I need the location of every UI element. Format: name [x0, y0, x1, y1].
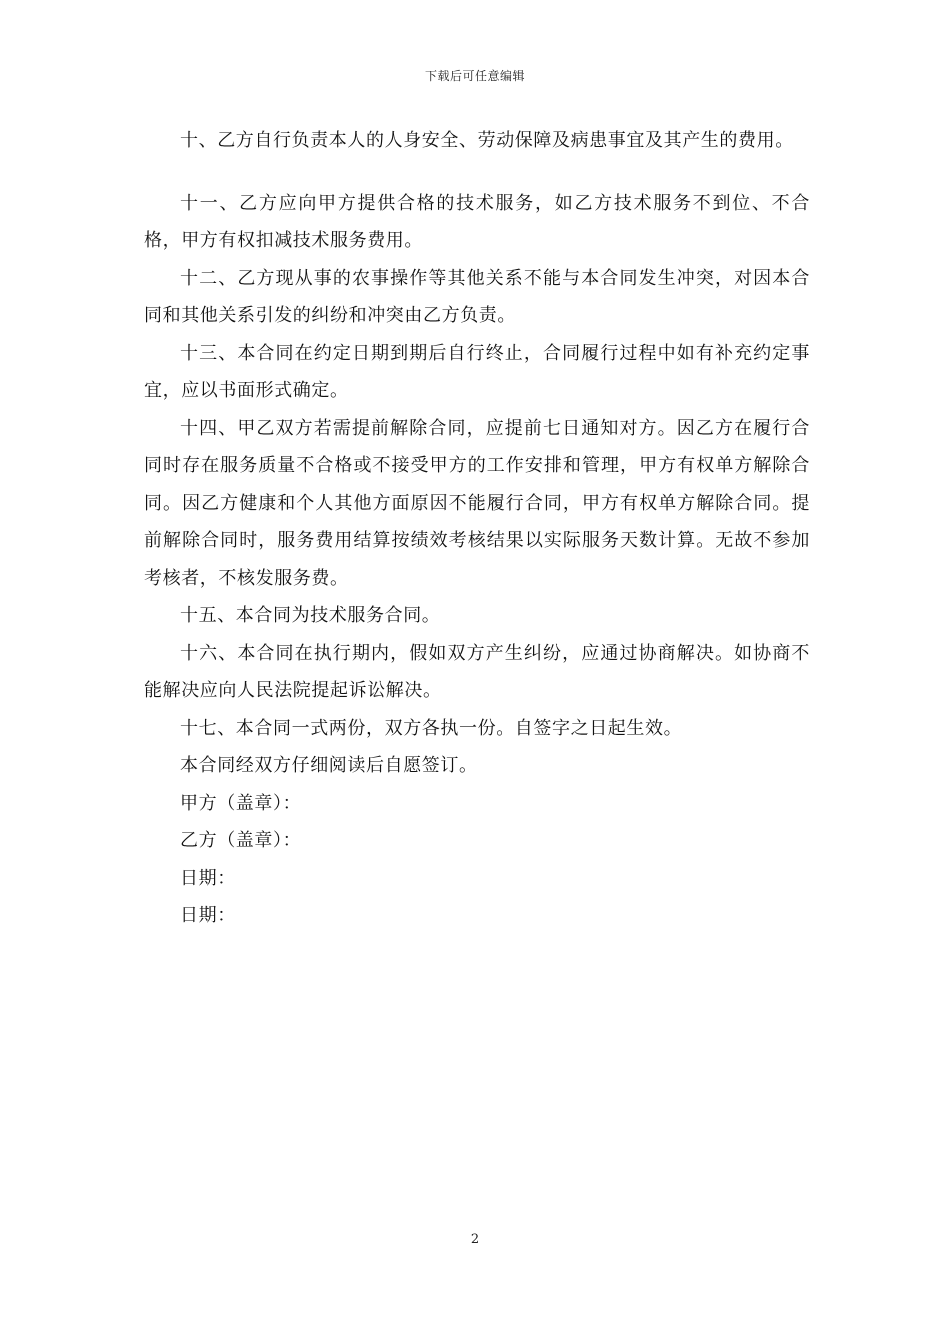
contract-body — [144, 122, 810, 935]
page-number: 2 — [470, 1232, 480, 1247]
clause-11: 十一、乙方应向甲方提供合格的技术服务，如乙方技术服务不到位、不合格，甲方有权扣减技术服务费用。 — [144, 192, 810, 251]
date-line-2: 日期： — [180, 905, 236, 926]
party-a-seal-line: 甲方（盖章）： — [180, 792, 302, 814]
clause-14: 十四、甲乙双方若需提前解除合同，应提前七日通知对方。因乙方在履行合同时存在服务质量不合格或不接受甲方的工作安排和管理，甲方有权单方解除合同。因乙方健康和个人其他方面原因不能履行合同，甲方有权单方解除合同。提前解除合同时，服务费用结算按绩效考核结果以实际服务天数计算。无故不参加考核者，不核发服务费。 — [144, 417, 810, 589]
clause-16: 十六、本合同在执行期内，假如双方产生纠纷，应通过协商解决。如协商不能解决应向人民法院提起诉讼解决。 — [144, 642, 810, 701]
clause-15: 十五、本合同为技术服务合同。 — [180, 605, 441, 626]
party-b-seal-line: 乙方（盖章）： — [180, 830, 302, 851]
clause-10: 十、乙方自行负责本人的人身安全、劳动保障及病患事宜及其产生的费用。 — [180, 130, 794, 151]
clause-17: 十七、本合同一式两份，双方各执一份。自签字之日起生效。 — [180, 717, 683, 739]
closing-statement: 本合同经双方仔细阅读后自愿签订。 — [180, 755, 478, 776]
clause-13: 十三、本合同在约定日期到期后自行终止，合同履行过程中如有补充约定事宜，应以书面形式确定。 — [144, 342, 810, 401]
clause-12: 十二、乙方现从事的农事操作等其他关系不能与本合同发生冲突，对因本合同和其他关系引发的纠纷和冲突由乙方负责。 — [144, 267, 810, 326]
date-line-1: 日期： — [180, 867, 236, 889]
page-header: 下载后可任意编辑 — [424, 69, 525, 83]
